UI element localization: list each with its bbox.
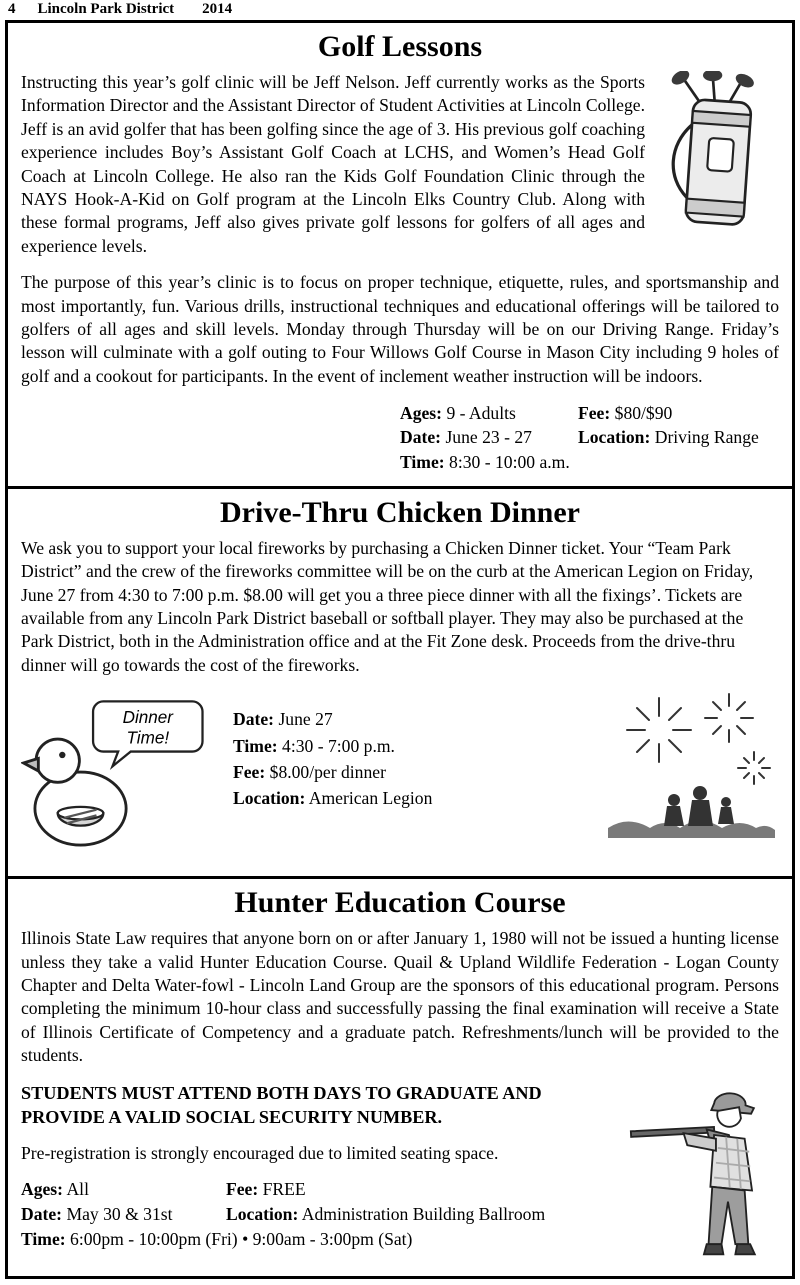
hunter-fee-label: Fee: [226,1178,259,1199]
section-golf-lessons [8,23,792,486]
page-number: 4 [8,1,16,17]
hunter-fee-value: FREE [262,1178,306,1199]
hunter-fee [226,1177,613,1202]
publication-year: 2014 [202,1,233,17]
golf-ages-value: 9 - Adults [446,403,516,424]
speech-bubble-line1: Dinner [122,708,173,728]
golf-date [400,425,578,449]
golf-location [578,425,779,449]
hunter-ages-value: All [66,1178,89,1199]
chicken-fee [233,759,432,785]
hunter-location-label: Location: [226,1203,299,1224]
hunter-location-value: Administration Building Ballroom [301,1203,546,1224]
chicken-fee-value: $8.00/per dinner [269,762,386,782]
chicken-time [233,733,432,759]
fireworks-illustration [604,690,779,843]
hunter-date-value: May 30 & 31st [66,1203,173,1224]
golf-fee-value: $80/$90 [614,403,673,424]
chicken-bottom-row [21,690,779,866]
golf-ages-label: Ages: [400,403,443,424]
hunter-ages [21,1177,226,1202]
golf-paragraph-2: The purpose of this year’s clinic is to focus on proper technique, etiquette, rules, and sportsmanship and most importantly, fun. Various drills, instructional techniques and educational offerings will be tailored to golfers of all ages and skill levels. Monday through Thursday will be on our Driving Range. Friday’s lesson will culminate with a golf outing to Four Willows Golf Course in Mason City including 9 holes of golf and a cookout for participants. In the event of inclement weather instruction will be indoors. [21,272,779,386]
hunter-location [226,1202,613,1227]
chicken-time-value: 4:30 - 7:00 p.m. [282,735,395,756]
chicken-location-value: American Legion [308,788,433,809]
golf-location-value: Driving Range [654,427,759,448]
hunter-ages-label: Ages: [21,1178,64,1199]
golf-date-value: June 23 - 27 [445,427,532,448]
golf-location-label: Location: [578,427,651,448]
chicken-fee-label: Fee: [233,762,266,782]
chicken-location-label: Location: [233,788,306,809]
chicken-time-label: Time: [233,735,278,756]
golf-fee [578,401,779,425]
chicken-section-title: Drive-Thru Chicken Dinner [220,495,580,529]
chicken-paragraph: We ask you to support your local fireworks by purchasing a Chicken Dinner ticket. Your “Team Park District” and the crew of the fireworks committee will be on the curb at the American Legion on Friday, June 27 from 4:30 to 7:00 p.m. $8.00 will get you a three piece dinner with all the fixings’. Tickets are available from any Lincoln Park District baseball or softball player. They may also be purchased at the Park District, both in the Administration office and at the Fit Zone desk. Proceeds from the drive-thru dinner will go towards the cost of the fireworks. [21,537,754,675]
section-hunter-education [8,876,792,1275]
golf-paragraph-1: Instructing this year’s golf clinic will be Jeff Nelson. Jeff currently works as the Sports Information Director and the Assistant Director of Student Activities at Lincoln College. Jeff is an avid golfer that has been golfing since the age of 3. His previous golf coaching experience includes Boy’s Assistant Golf Coach at LCHS, and Women’s Head Golf Coach at Lincoln College. He also ran the Kids Golf Foundation Clinic through the NAYS Hook-A-Kid on Golf program at the Lincoln Elks Country Club. Along with these formal programs, Jeff also gives private golf lessons for golfers of all ages and experience levels. [21,72,645,256]
golf-ages [400,401,578,425]
hunter-preregistration-text: Pre-registration is strongly encouraged due to limited seating space. [21,1142,499,1163]
chicken-details [233,706,432,812]
hunter-illustration [629,1083,777,1266]
hunter-time-label: Time: [21,1228,66,1249]
golf-time-value: 8:30 - 10:00 a.m. [449,451,570,472]
hunter-details [21,1177,613,1252]
golf-date-label: Date: [400,427,442,448]
hunter-date [21,1202,226,1227]
hunter-paragraph: Illinois State Law requires that anyone born on or after January 1, 1980 will not be issued a hunting license unless they take a valid Hunter Education Course. Quail & Upland Wildlife Federation - Logan County Chapter and Delta Water-fowl - Lincoln Land Group are the sponsors of this educational program. Persons completing the minimum 10-hour class and successfully passing the final examination will receive a State of Illinois Certificate of Competency and a graduate patch. Refreshments/lunch will be provided to the students. [21,928,779,1066]
hunter-section-title: Hunter Education Course [234,886,566,920]
hunter-date-label: Date: [21,1203,63,1224]
chicken-date-label: Date: [233,709,275,730]
golf-time [400,450,779,474]
speech-bubble-line2: Time! [126,728,170,748]
running-header [0,0,800,20]
golf-fee-label: Fee: [578,403,611,424]
golf-bag-illustration [659,71,777,239]
hunter-time-value: 6:00pm - 10:00pm (Fri) • 9:00am - 3:00pm (Sat) [70,1228,413,1249]
golf-section-title: Golf Lessons [317,30,483,63]
golf-details [400,401,779,474]
duck-cartoon-illustration [21,690,233,866]
page-frame [5,20,795,1279]
hunter-warning-text: STUDENTS MUST ATTEND BOTH DAYS TO GRADUATE AND PROVIDE A VALID SOCIAL SECURITY NUMBER. [21,1082,542,1128]
chicken-date [233,706,432,732]
hunter-time [21,1227,613,1252]
section-chicken-dinner [8,486,792,876]
chicken-date-value: June 27 [278,709,333,730]
chicken-location [233,785,432,811]
golf-time-label: Time: [400,451,445,472]
publication-title: Lincoln Park District [37,1,175,17]
